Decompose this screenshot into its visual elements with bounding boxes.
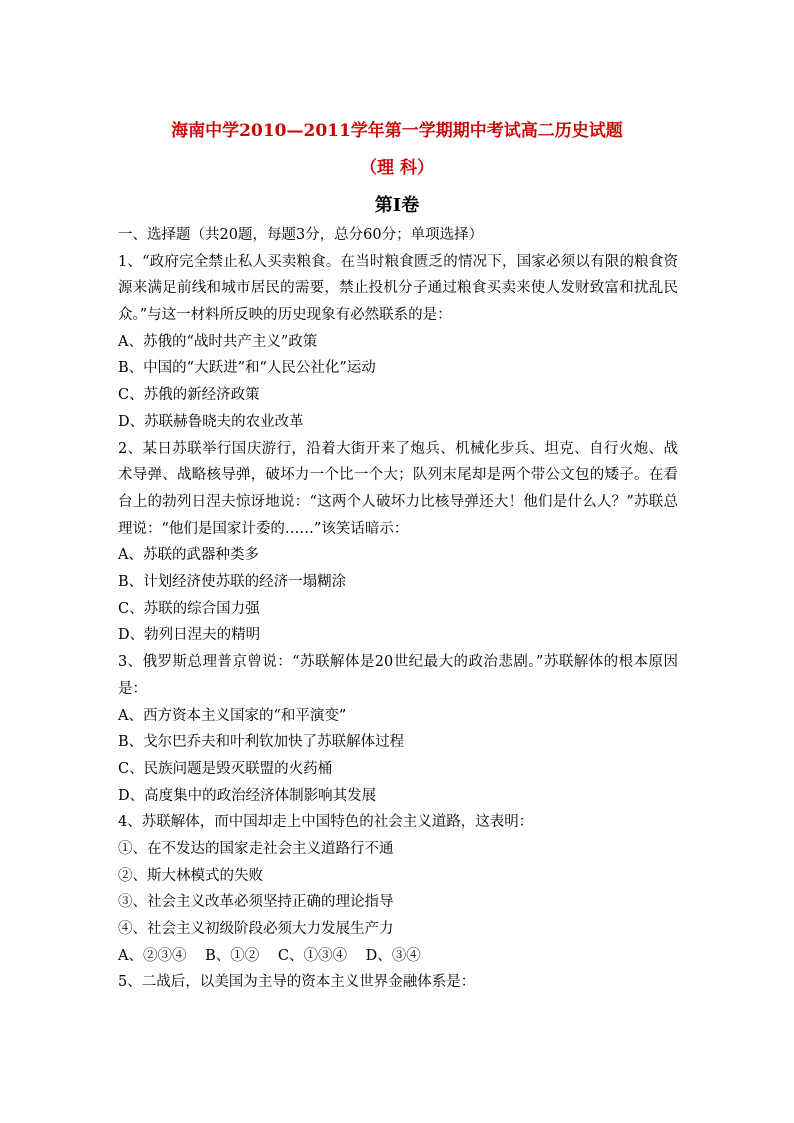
question-4-statement-4: ④、社会主义初级阶段必须大力发展生产力 (118, 921, 394, 938)
exam-body (118, 222, 678, 996)
question-4-answer-a: A、②③④ (118, 947, 187, 964)
question-3-option-c: C、民族问题是毁灭联盟的火药桶 (118, 760, 333, 777)
volume-heading: 第Ⅰ卷 (374, 195, 420, 216)
question-2-option-d: D、勃列日涅夫的精明 (118, 627, 261, 644)
question-4-answer-c: C、①③④ (277, 947, 347, 964)
exam-subtitle: （理 科） (360, 158, 434, 178)
question-2-option-b: B、计划经济使苏联的经济一塌糊涂 (118, 574, 347, 591)
section-heading: 一、选择题（共20题，每题3分，总分60分；单项选择） (118, 227, 484, 243)
question-4-statement-1: ①、在不发达的国家走社会主义道路行不通 (118, 840, 394, 857)
question-1-option-b: B、中国的“大跃进”和“人民公社化”运动 (118, 360, 376, 377)
question-4-statement-2: ②、斯大林模式的失败 (118, 867, 263, 884)
question-1-option-d: D、苏联赫鲁晓夫的农业改革 (118, 413, 304, 430)
question-2-option-c: C、苏联的综合国力强 (118, 600, 260, 617)
question-4-statement-3: ③、社会主义改革必须坚持正确的理论指导 (118, 894, 394, 911)
question-4-stem: 4、苏联解体，而中国却走上中国特色的社会主义道路，这表明： (118, 814, 534, 831)
question-3-option-a: A、西方资本主义国家的“和平演变” (118, 707, 347, 724)
question-1-option-a: A、苏俄的“战时共产主义”政策 (118, 333, 318, 350)
question-1-stem: 1、“政府完全禁止私人买卖粮食。在当时粮食匮乏的情况下，国家必须以有限的粮食资源来满足前线和城市居民的需要，禁止投机分子通过粮食买卖来使人发财致富和扰乱民众。”与这一材料所反映的历史现象有必然联系的是： (118, 253, 678, 324)
question-4-answer-choices (118, 943, 678, 970)
question-2-option-a: A、苏联的武器种类多 (118, 547, 259, 564)
question-4-answer-b: B、①② (205, 947, 260, 964)
question-2-stem: 2、某日苏联举行国庆游行，沿着大街开来了炮兵、机械化步兵、坦克、自行火炮、战术导弹、战略核导弹，破坏力一个比一个大；队列末尾却是两个带公文包的矮子。在看台上的勃列日涅夫惊讶地说：“这两个人破坏力比核导弹还大！他们是什么人？”苏联总理说：“他们是国家计委的……”该笑话暗示： (118, 440, 678, 537)
exam-title: 海南中学2010—2011学年第一学期期中考试高二历史试题 (171, 121, 623, 141)
question-3-option-d: D、高度集中的政治经济体制影响其发展 (118, 787, 377, 804)
question-3-stem: 3、俄罗斯总理普京曾说：“苏联解体是20世纪最大的政治悲剧。”苏联解体的根本原因是： (118, 654, 678, 697)
question-3-option-b: B、戈尔巴乔夫和叶利钦加快了苏联解体过程 (118, 734, 405, 751)
question-1-option-c: C、苏俄的新经济政策 (118, 387, 260, 404)
question-5-stem: 5、二战后，以美国为主导的资本主义世界金融体系是： (118, 974, 476, 991)
question-4-answer-d: D、③④ (365, 947, 421, 964)
